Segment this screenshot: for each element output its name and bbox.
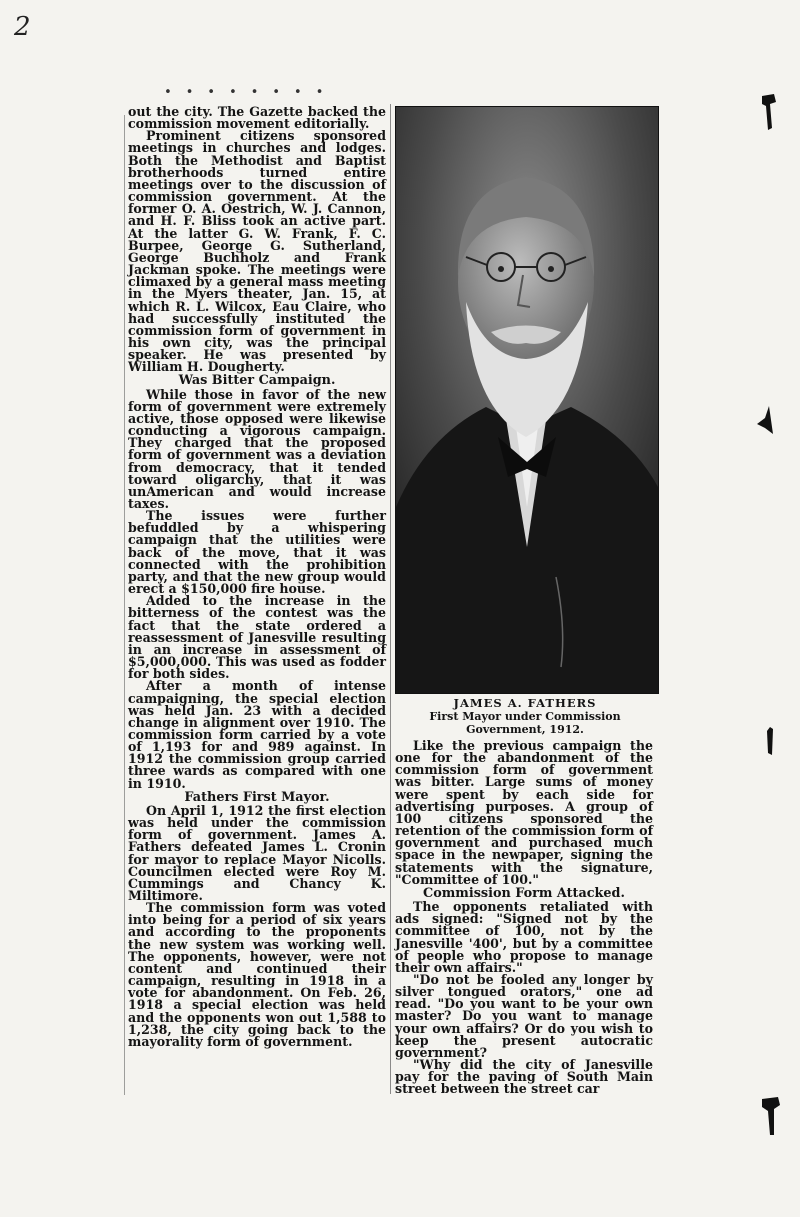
page-number: 2 [14,12,31,42]
paragraph: "Why did the city of Janesville pay for the paving of South Main street between the street car [395,1057,653,1097]
paragraph: Prominent citizens sponsored meetings in churches and lodges. Both the Methodist and Baptist brotherhoods turned entire meetings over to the discussion of commission government. At the former O. A. Oestrich, W. J. Cannon, and H. F. Bliss took an active part. At the latter G. W. Frank, F. C. Burpee, George G. Sutherland, George Buchholz and Frank Jackman spoke. The meetings were climaxed by a general mass meeting in the Myers theater, Jan. 15, at which R. L. Wilcox, Eau Claire, who had successfully instituted the commission form of government in his own city, was the principal speaker. He was presented by William H. Dougherty. [128,128,386,375]
binding-mark [760,92,782,132]
portrait-photo [395,106,659,694]
portrait-illustration [396,107,658,693]
caption-name: JAMES A. FATHERS [453,696,597,710]
subheading-bitter-campaign: Was Bitter Campaign. [178,373,336,389]
photo-caption [390,697,660,736]
binding-mark [755,404,779,440]
caption-text: First Mayor under Commission Government, 1912. [429,710,621,736]
paragraph: After a month of intense campaigning, the special election was held Jan. 23 with a decided change in alignment over 1910. The commission form carried by a vote of 1,193 for and 989 against. In 1912 the commission group carried three wards as compared with one in 1910. [128,678,386,791]
paragraph: The commission form was voted into being for a period of six years and according to the proponents the new system was working well. The opponents, however, were not content and continued their campaign, resulting in 1918 in a vote for abandonment. On Feb. 26, 1918 a special election was held and the opponents won out 1,588 to 1,238, the city going back to the mayorality form of government. [128,900,386,1049]
paragraph: While those in favor of the new form of government were extremely active, those opposed were likewise conducting a vigorous campaign. They charged that the proposed form of government was a deviation from democracy, that it tended toward oligarchy, that it was unAmerican and would increase taxes. [128,386,386,511]
subheading-fathers-first-mayor: Fathers First Mayor. [184,789,330,805]
paragraph: Added to the increase in the bitterness of the contest was the fact that the state ordered a reassessment of Janesville resulting in an increase in assessment of $5,000,000. This was used as fodder for both sides. [128,593,386,682]
binding-mark [758,1095,784,1137]
column-rule-middle [390,104,391,1094]
paragraph: The opponents retaliated with ads signed: "Signed not by the committee of 100, not by the Janesville '400', but by a committee of people who propose to manage their own affairs." [395,899,653,975]
article-right-column [395,740,653,1096]
subheading-commission-form-attacked: Commission Form Attacked. [423,885,625,901]
column-rule-left [124,115,125,1095]
paragraph: Like the previous campaign the one for the abandonment of the commission form of government was bitter. Large sums of money were spent by each side for advertising purposes. A group of 100 citizens sponsored the retention of the commission form of government and purchased much space in the newpaper, signing the statements with the signature, "Committee of 100." [395,738,653,887]
paragraph: On April 1, 1912 the first election was held under the commission form of government. James A. Fathers defeated James L. Cronin for mayor to replace Mayor Nicolls. Councilmen elected were Roy M. Cummings and Chancy K. Miltimore. [128,802,386,903]
paragraph: "Do not be fooled any longer by silver tongued orators," one ad read. "Do you want to be your own master? Do you want to manage your own affairs? Or do you wish to keep the present autocratic government? [395,971,653,1060]
paragraph: out the city. The Gazette backed the commission movement editorially. [128,104,386,132]
margin-dots: • • • • • • • • [164,85,327,100]
article-left-column [128,106,386,1048]
paragraph: The issues were further befuddled by a whispering campaign that the utilities were back of the move, that it was connected with the prohibition party, and that the new group would erect a $150,000 fire house. [128,508,386,597]
binding-mark [764,725,776,757]
